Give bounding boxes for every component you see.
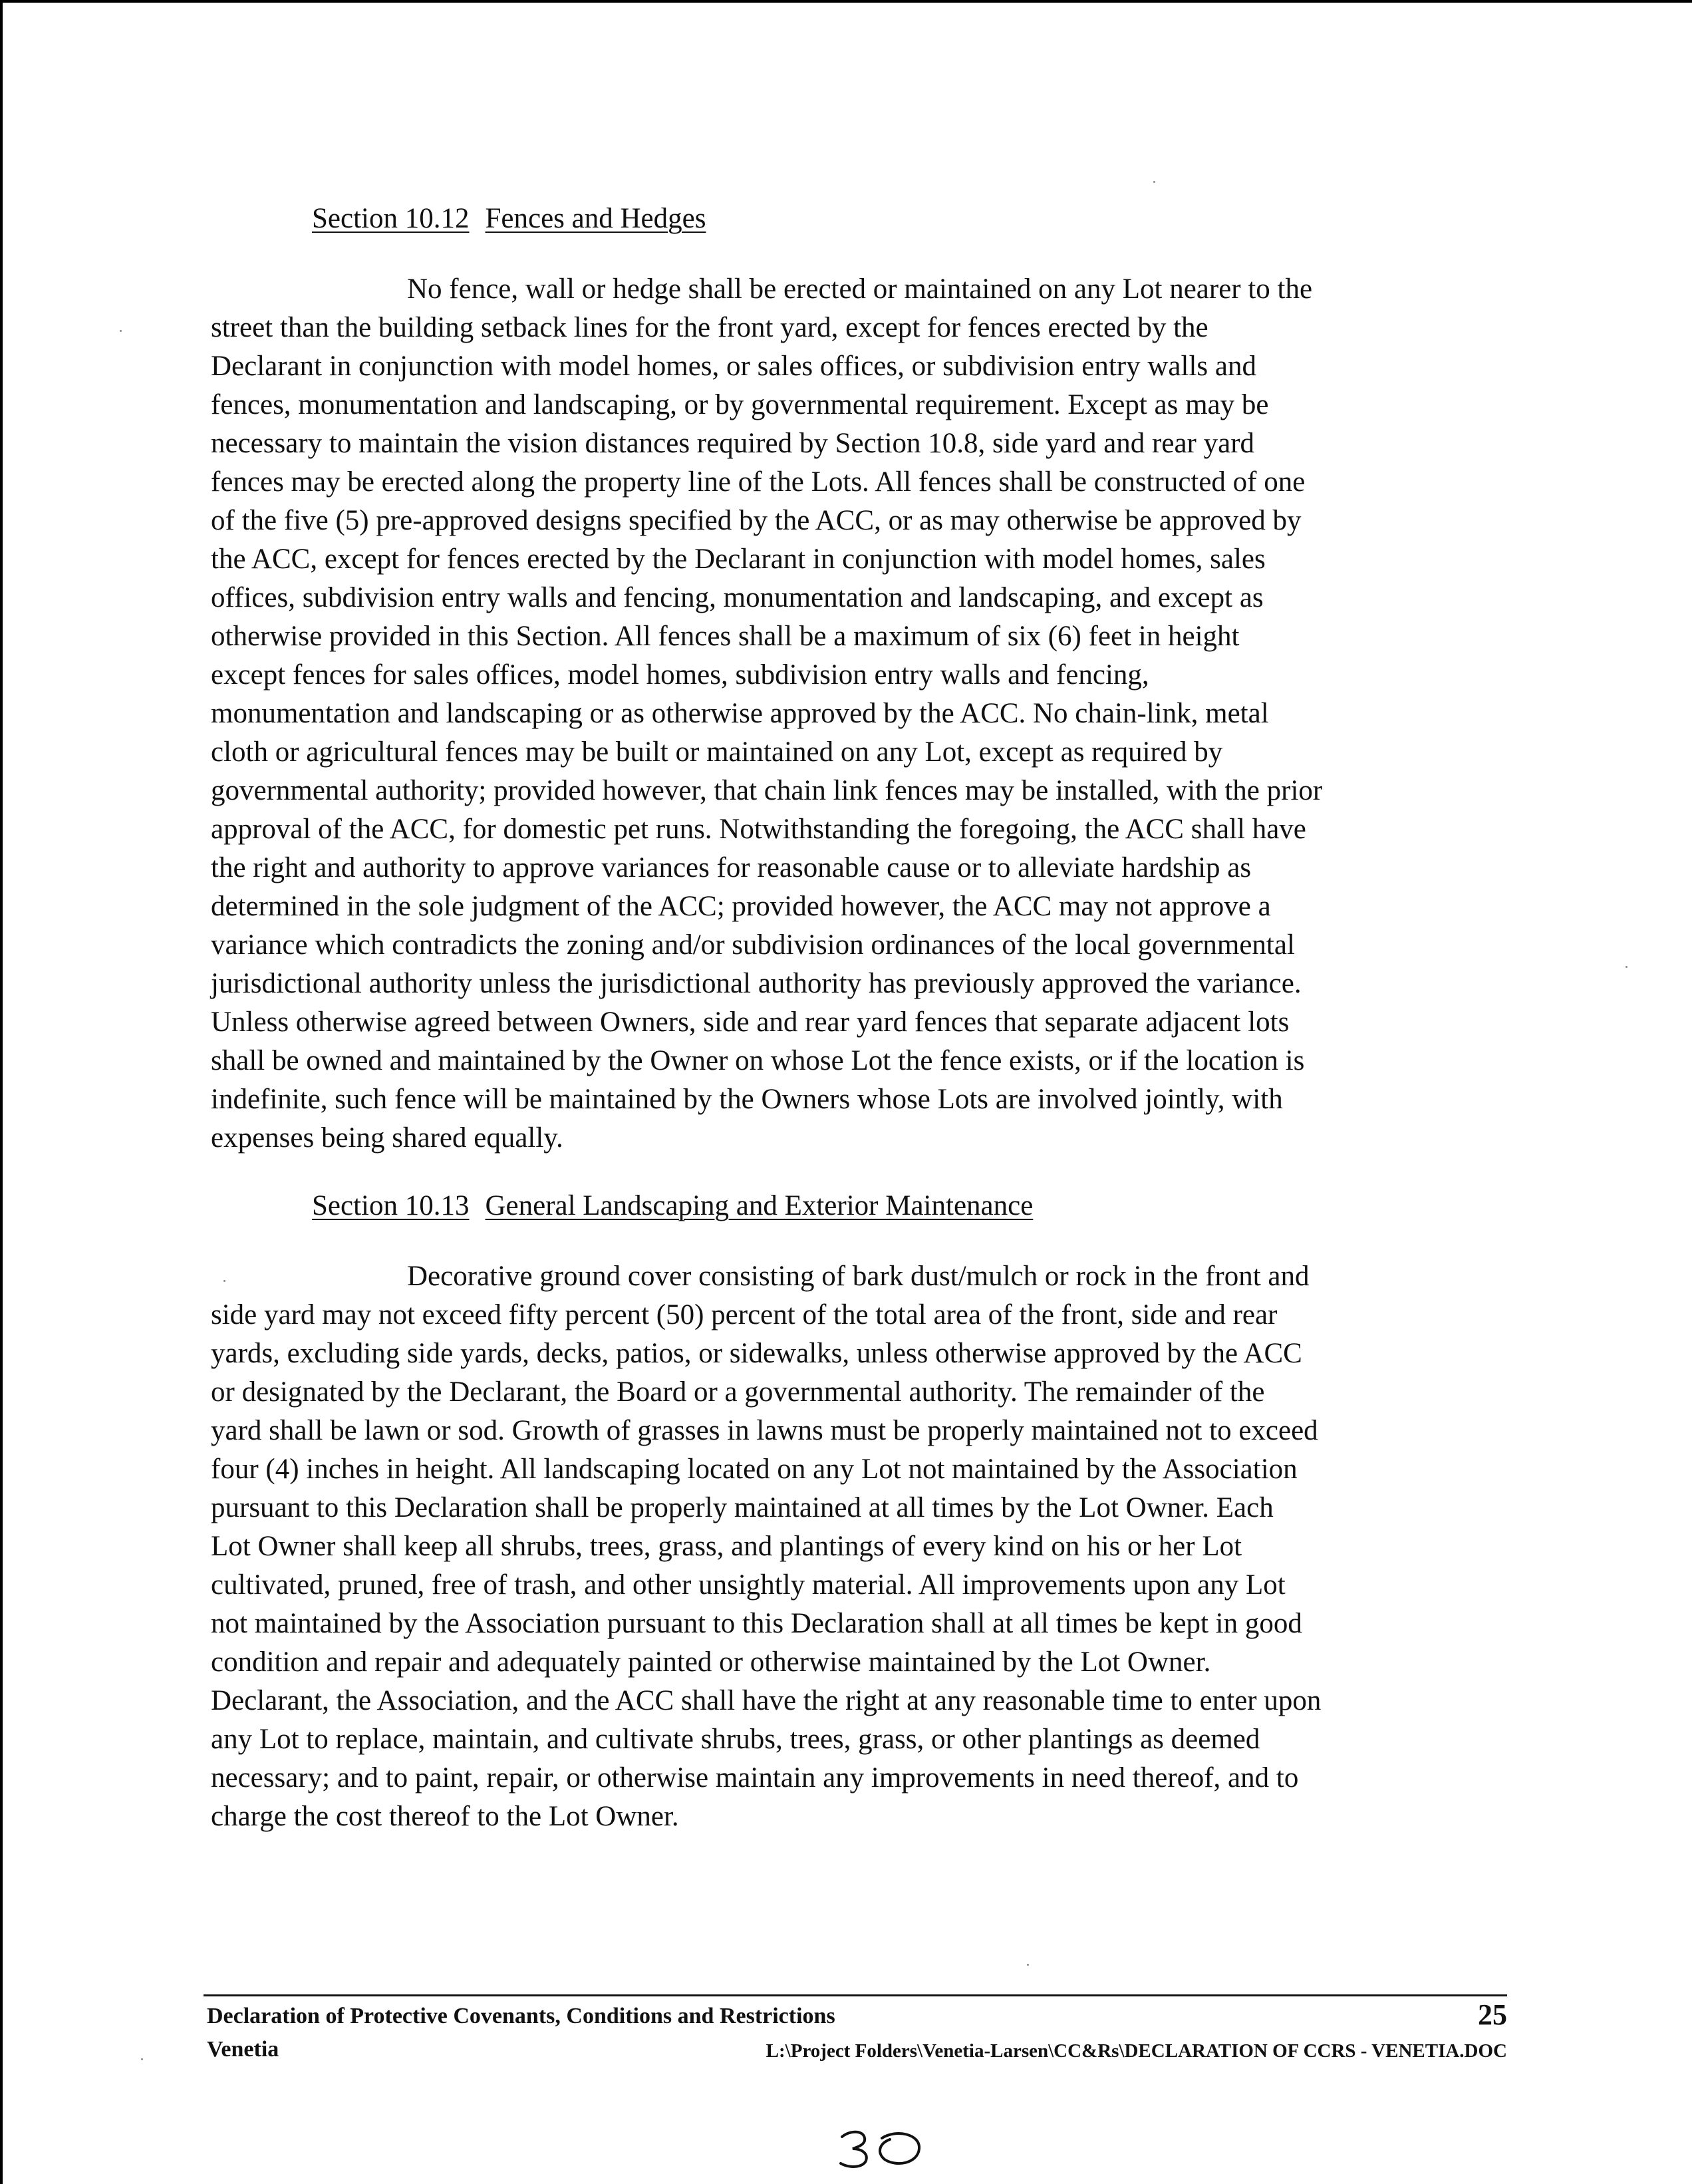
scan-speck: [1153, 181, 1155, 183]
paragraph-line: cultivated, pruned, free of trash, and other unsightly material. All improvements upon any Lot: [211, 1569, 1286, 1601]
paragraph-line: Unless otherwise agreed between Owners, side and rear yard fences that separate adjacent lots: [211, 1007, 1290, 1038]
paragraph-line: jurisdictional authority unless the jurisdictional authority has previously approved the variance.: [211, 968, 1302, 999]
paragraph-line: four (4) inches in height. All landscaping located on any Lot not maintained by the Association: [211, 1454, 1298, 1485]
section-title: Fences and Hedges: [485, 203, 706, 234]
paragraph-line: except fences for sales offices, model homes, subdivision entry walls and fencing,: [211, 659, 1149, 691]
paragraph-line: necessary to maintain the vision distances required by Section 10.8, side yard and rear yard: [211, 428, 1255, 459]
footer-project-name: Venetia: [207, 2037, 279, 2062]
paragraph-line: the ACC, except for fences erected by the Declarant in conjunction with model homes, sales: [211, 544, 1266, 575]
page-number: 25: [1478, 1998, 1507, 2031]
page-content: [211, 200, 1508, 1836]
footer-divider: [204, 1994, 1507, 1996]
footer-document-title: Declaration of Protective Covenants, Conditions and Restrictions: [207, 2004, 835, 2028]
paragraph-line: monumentation and landscaping or as otherwise approved by the ACC. No chain-link, metal: [211, 698, 1269, 729]
section-paragraph: [211, 270, 1508, 1158]
paragraph-line: expenses being shared equally.: [211, 1122, 563, 1154]
paragraph-line: not maintained by the Association pursuant to this Declaration shall at all times be kept in good: [211, 1608, 1302, 1639]
section-heading: [312, 200, 1508, 238]
footer-row-bottom: [207, 2034, 1507, 2066]
paragraph-line: indefinite, such fence will be maintained by the Owners whose Lots are involved jointly, with: [211, 1084, 1283, 1115]
paragraph-line: No fence, wall or hedge shall be erected or maintained on any Lot nearer to the: [407, 273, 1313, 305]
paragraph-line: offices, subdivision entry walls and fencing, monumentation and landscaping, and except as: [211, 582, 1264, 613]
section-number: Section 10.13: [312, 1190, 470, 1221]
section-number: Section 10.12: [312, 203, 470, 234]
paragraph-line: or designated by the Declarant, the Board or a governmental authority. The remainder of the: [211, 1376, 1265, 1408]
scan-speck: [141, 2058, 143, 2060]
paragraph-line: fences, monumentation and landscaping, or by governmental requirement. Except as may be: [211, 389, 1269, 420]
paragraph-line: Declarant in conjunction with model homes, or sales offices, or subdivision entry walls and: [211, 351, 1256, 382]
handwritten-page-mark: [835, 2125, 928, 2171]
paragraph-line: Declarant, the Association, and the ACC shall have the right at any reasonable time to enter upon: [211, 1685, 1322, 1716]
paragraph-line: determined in the sole judgment of the ACC; provided however, the ACC may not approve a: [211, 891, 1271, 922]
paragraph-line: governmental authority; provided however, that chain link fences may be installed, with the prior: [211, 775, 1323, 806]
paragraph-line: the right and authority to approve variances for reasonable cause or to alleviate hardship as: [211, 852, 1252, 883]
paragraph-line: fences may be erected along the property line of the Lots. All fences shall be constructed of one: [211, 466, 1306, 498]
section-paragraph: [211, 1257, 1508, 1836]
paragraph-line: condition and repair and adequately painted or otherwise maintained by the Lot Owner.: [211, 1646, 1211, 1678]
scan-speck: [1625, 966, 1627, 968]
paragraph-line: yard shall be lawn or sod. Growth of grasses in lawns must be properly maintained not to exceed: [211, 1415, 1318, 1446]
paragraph-line: approval of the ACC, for domestic pet runs. Notwithstanding the foregoing, the ACC shall have: [211, 814, 1306, 845]
paragraph-line: cloth or agricultural fences may be built or maintained on any Lot, except as required by: [211, 736, 1223, 768]
paragraph-line: variance which contradicts the zoning and/or subdivision ordinances of the local governmental: [211, 929, 1295, 961]
paragraph-line: side yard may not exceed fifty percent (50) percent of the total area of the front, side and rear: [211, 1299, 1278, 1330]
paragraph-line: Lot Owner shall keep all shrubs, trees, grass, and plantings of every kind on his or her Lot: [211, 1531, 1242, 1562]
paragraph-line: charge the cost thereof to the Lot Owner.: [211, 1801, 679, 1832]
paragraph-line: any Lot to replace, maintain, and cultivate shrubs, trees, grass, or other plantings as deemed: [211, 1724, 1260, 1755]
scan-speck: [1027, 1964, 1029, 1966]
scan-speck: [120, 330, 122, 332]
page-footer: [207, 1998, 1507, 2066]
footer-row-top: [207, 1998, 1507, 2034]
scan-speck: [223, 1280, 225, 1282]
paragraph-line: necessary; and to paint, repair, or otherwise maintain any improvements in need thereof, and to: [211, 1762, 1299, 1794]
paragraph-line: pursuant to this Declaration shall be properly maintained at all times by the Lot Owner. Each: [211, 1492, 1274, 1523]
paragraph-line: otherwise provided in this Section. All fences shall be a maximum of six (6) feet in height: [211, 621, 1240, 652]
paragraph-line: Decorative ground cover consisting of bark dust/mulch or rock in the front and: [407, 1261, 1310, 1292]
paragraph-line: shall be owned and maintained by the Owner on whose Lot the fence exists, or if the location is: [211, 1045, 1305, 1076]
paragraph-line: street than the building setback lines for the front yard, except for fences erected by the: [211, 312, 1208, 343]
paragraph-line: of the five (5) pre-approved designs specified by the ACC, or as may otherwise be approved by: [211, 505, 1302, 536]
section-heading: [312, 1187, 1508, 1225]
footer-file-path: L:\Project Folders\Venetia-Larsen\CC&Rs\DECLARATION OF CCRS - VENETIA.DOC: [766, 2040, 1507, 2062]
paragraph-line: yards, excluding side yards, decks, patios, or sidewalks, unless otherwise approved by the ACC: [211, 1338, 1302, 1369]
section-title: General Landscaping and Exterior Maintenance: [485, 1190, 1034, 1221]
